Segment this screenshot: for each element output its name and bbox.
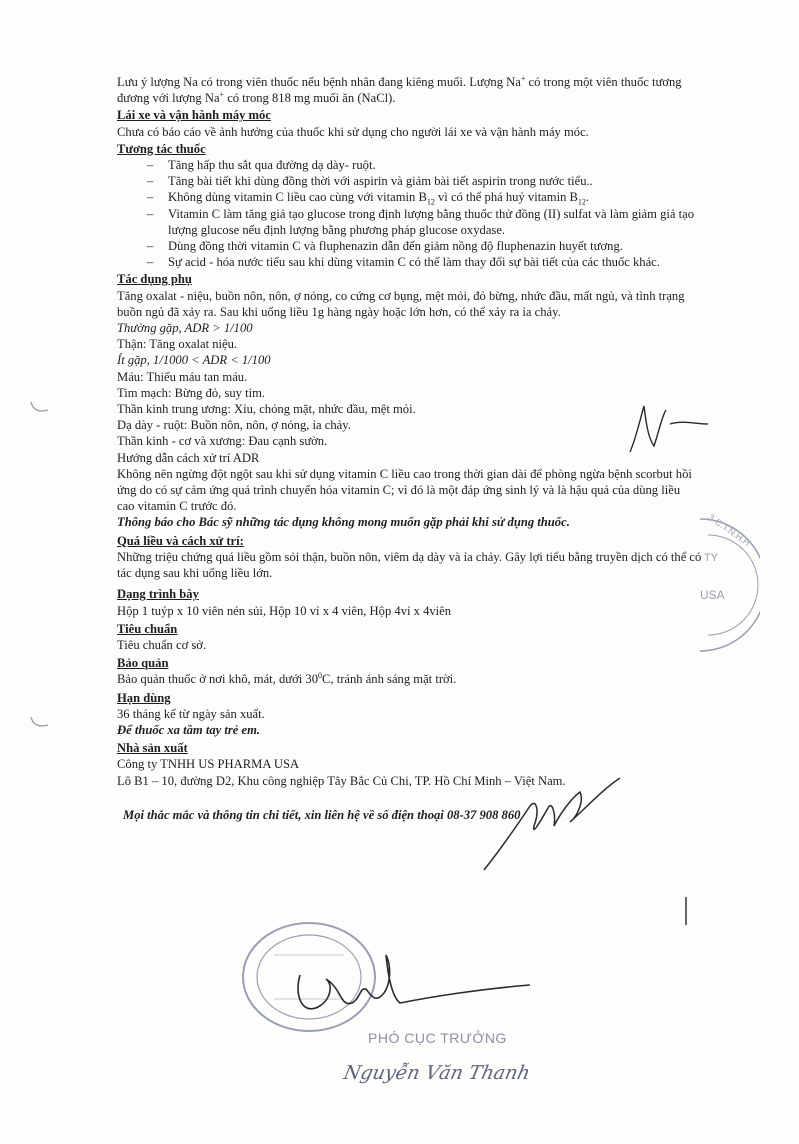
signer-name: Nguyễn Văn Thanh: [341, 1062, 533, 1084]
stamp-text: 3-C.T.N.H.H: [706, 511, 752, 549]
section-heading-standard: Tiêu chuẩn: [117, 621, 178, 636]
margin-mark: [682, 895, 690, 927]
handwritten-signature: [470, 770, 630, 880]
sodium-note: Lưu ý lượng Na có trong viên thuốc nếu bệnh nhân đang kiêng muối. Lượng Na+ có trong một viên thuốc tương đương với lượng Na+ có trong 818 mg muối ăn (NaCl).: [117, 73, 682, 106]
overdose-text: Những triệu chứng quá liều gồm sỏi thận, buồn nôn, viêm dạ dày và ỉa chảy. Gây lợi tiểu bằng truyền dịch có thể có tác dụng sau khi uống liều lớn.: [117, 549, 702, 581]
rare-item: Thần kinh - cơ và xương: Đau cạnh sườn.: [117, 434, 328, 449]
side-effects-intro: Tăng oxalat - niệu, buồn nôn, nôn, ợ nóng, co cứng cơ bụng, mệt mỏi, đỏ bừng, nhức đầu, mất ngủ, và tình trạng buồn ngủ đã xảy ra. Sau khi uống liều 1g hàng ngày hoặc lớn hơn, có thể xảy ra ỉa chảy.: [117, 288, 685, 319]
section-heading-presentation: Dạng trình bày: [117, 587, 199, 602]
interactions-list: [117, 157, 707, 270]
section-heading-shelf-life: Hạn dùng: [117, 690, 171, 705]
document-body: [117, 74, 707, 823]
rare-label: Ít gặp, 1/1000 < ADR < 1/100: [117, 353, 271, 368]
section-heading-interactions: Tương tác thuốc: [117, 141, 206, 156]
list-item: – Sự acid - hóa nước tiểu sau khi dùng vitamin C có thể làm thay đổi sự bài tiết của các thuốc khác.: [147, 254, 707, 270]
section-heading-overdose: Quá liều và cách xử trí:: [117, 533, 244, 548]
signer-title: PHÓ CỤC TRƯỞNG: [368, 1030, 507, 1046]
child-warning: Để thuốc xa tầm tay trẻ em.: [117, 722, 261, 737]
section-heading-manufacturer: Nhà sản xuất: [117, 741, 188, 756]
adr-guide-text: Không nên ngừng đột ngột sau khi sử dụng vitamin C liều cao trong thời gian dài để phòng ngừa bệnh scorbut hồi ứng do có sự cảm ứng quá trình chuyển hóa vitamin C; vì đó là một đáp ứng sinh lý và là hậu quả của dùng liều cao vitamin C trước đó.: [117, 466, 692, 514]
common-label: Thường gặp, ADR > 1/100: [117, 321, 253, 336]
handwritten-initials: [622, 398, 712, 458]
punch-hole-mark: [28, 715, 52, 731]
common-item: Thận: Tăng oxalat niệu.: [117, 337, 238, 352]
director-signature: [280, 945, 540, 1025]
punch-hole-mark: [28, 400, 52, 416]
company-stamp-partial: [690, 515, 760, 655]
rare-item: Máu: Thiếu máu tan máu.: [117, 369, 248, 384]
contact-line: Mọi thắc mắc và thông tin chi tiết, xin liên hệ về số điện thoại 08-37 908 860: [123, 807, 521, 822]
adr-guide-label: Hướng dẫn cách xử trí ADR: [117, 450, 260, 465]
shelf-life-text: 36 tháng kể từ ngày sản xuất.: [117, 706, 265, 721]
list-item: – Vitamin C làm tăng giả tạo glucose trong định lượng bằng thuốc thử đồng (II) sulfat và làm giảm giả tạo lượng glucose nếu định lượng bằng phương pháp glucose oxydase.: [147, 206, 707, 238]
list-item: – Dùng đồng thời vitamin C và fluphenazin dẫn đến giảm nồng độ fluphenazin huyết tương.: [147, 238, 707, 254]
stamp-text: USA: [700, 588, 725, 602]
manufacturer-address: Lô B1 – 10, đường D2, Khu công nghiệp Tây Bắc Củ Chi, TP. Hồ Chí Minh – Việt Nam.: [117, 773, 566, 788]
manufacturer-name: Công ty TNHH US PHARMA USA: [117, 757, 300, 772]
rare-item: Tim mạch: Bừng đỏ, suy tim.: [117, 385, 266, 400]
list-item: – Không dùng vitamin C liều cao cùng với vitamin $B_{12}$ vì có thể phá huỷ vitamin $B_{12}$.: [147, 189, 707, 205]
stamp-text: TY: [704, 552, 719, 564]
driving-text: Chưa có báo cáo về ảnh hưởng của thuốc khi sử dụng cho người lái xe và vận hành máy móc.: [117, 124, 589, 139]
standard-text: Tiêu chuẩn cơ sở.: [117, 637, 207, 652]
section-heading-storage: Bảo quản: [117, 656, 169, 671]
presentation-text: Hộp 1 tuýp x 10 viên nén sủi, Hộp 10 vỉ x 4 viên, Hộp 4vỉ x 4viên: [117, 603, 452, 618]
storage-text: Bảo quản thuốc ở nơi khô, mát, dưới $30^0C$, tránh ánh sáng mặt trời.: [117, 671, 457, 687]
section-heading-side-effects: Tác dụng phụ: [117, 272, 192, 287]
doctor-notice: Thông báo cho Bác sỹ những tác dụng không mong muốn gặp phải khi sử dụng thuốc.: [117, 515, 570, 530]
rare-item: Thần kinh trung ương: Xỉu, chóng mặt, nhức đầu, mệt mỏi.: [117, 402, 416, 417]
list-item: – Tăng hấp thu sắt qua đường dạ dày- ruột.: [147, 157, 707, 173]
section-heading-driving: Lái xe và vận hành máy móc: [117, 108, 271, 123]
rare-item: Dạ dày - ruột: Buồn nôn, nôn, ợ nóng, ỉa chảy.: [117, 418, 351, 433]
list-item: – Tăng bài tiết khi dùng đồng thời với aspirin và giảm bài tiết aspirin trong nước tiểu..: [147, 173, 707, 189]
